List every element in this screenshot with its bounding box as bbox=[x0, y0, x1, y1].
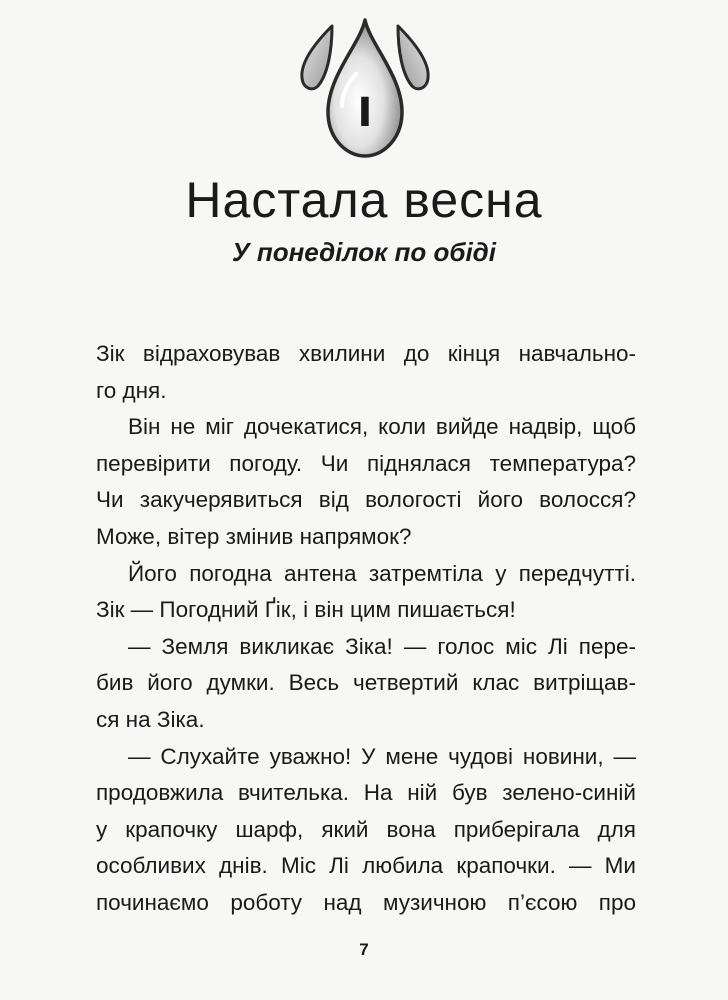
text-line: Зік відраховував хвилини до кінця навчально- bbox=[96, 341, 636, 366]
text-line: Він не міг дочекатися, коли вийде надвір, щоб bbox=[128, 414, 636, 440]
chapter-subtitle: У понеділок по обіді bbox=[232, 237, 496, 267]
chapter-title: Настала весна bbox=[185, 172, 543, 228]
text-line: Зік — Погодний Ґік, і він цим пишається! bbox=[96, 597, 516, 623]
text-line: Його погодна антена затремтіла у передчутті. bbox=[128, 560, 636, 586]
text-line: — Слухайте уважно! У мене чудові новини, — bbox=[128, 743, 636, 769]
raindrop-emblem-icon bbox=[290, 14, 440, 164]
text-line: особливих днів. Міс Лі любила крапочки. — Ми bbox=[96, 853, 636, 879]
chapter-body-text bbox=[96, 336, 636, 922]
text-line: починаємо роботу над музичною п’єсою про bbox=[96, 889, 636, 915]
text-line: у крапочку шарф, який вона приберігала для bbox=[96, 816, 636, 842]
text-line: Чи закучерявиться від вологості його волосся? bbox=[96, 487, 636, 513]
text-line: ся на Зіка. bbox=[96, 706, 205, 732]
text-line: бив його думки. Весь четвертий клас витріщав- bbox=[96, 670, 636, 696]
text-line: продовжила вчителька. На ній був зелено-синій bbox=[96, 780, 636, 806]
page-number: 7 bbox=[359, 940, 369, 959]
text-line: го дня. bbox=[96, 377, 167, 403]
chapter-number: I bbox=[357, 90, 373, 136]
text-line: — Земля викликає Зіка! — голос міс Лі пере- bbox=[128, 633, 636, 659]
text-line: Може, вітер змінив напрямок? bbox=[96, 523, 412, 549]
text-line: перевірити погоду. Чи піднялася температура? bbox=[96, 450, 636, 476]
